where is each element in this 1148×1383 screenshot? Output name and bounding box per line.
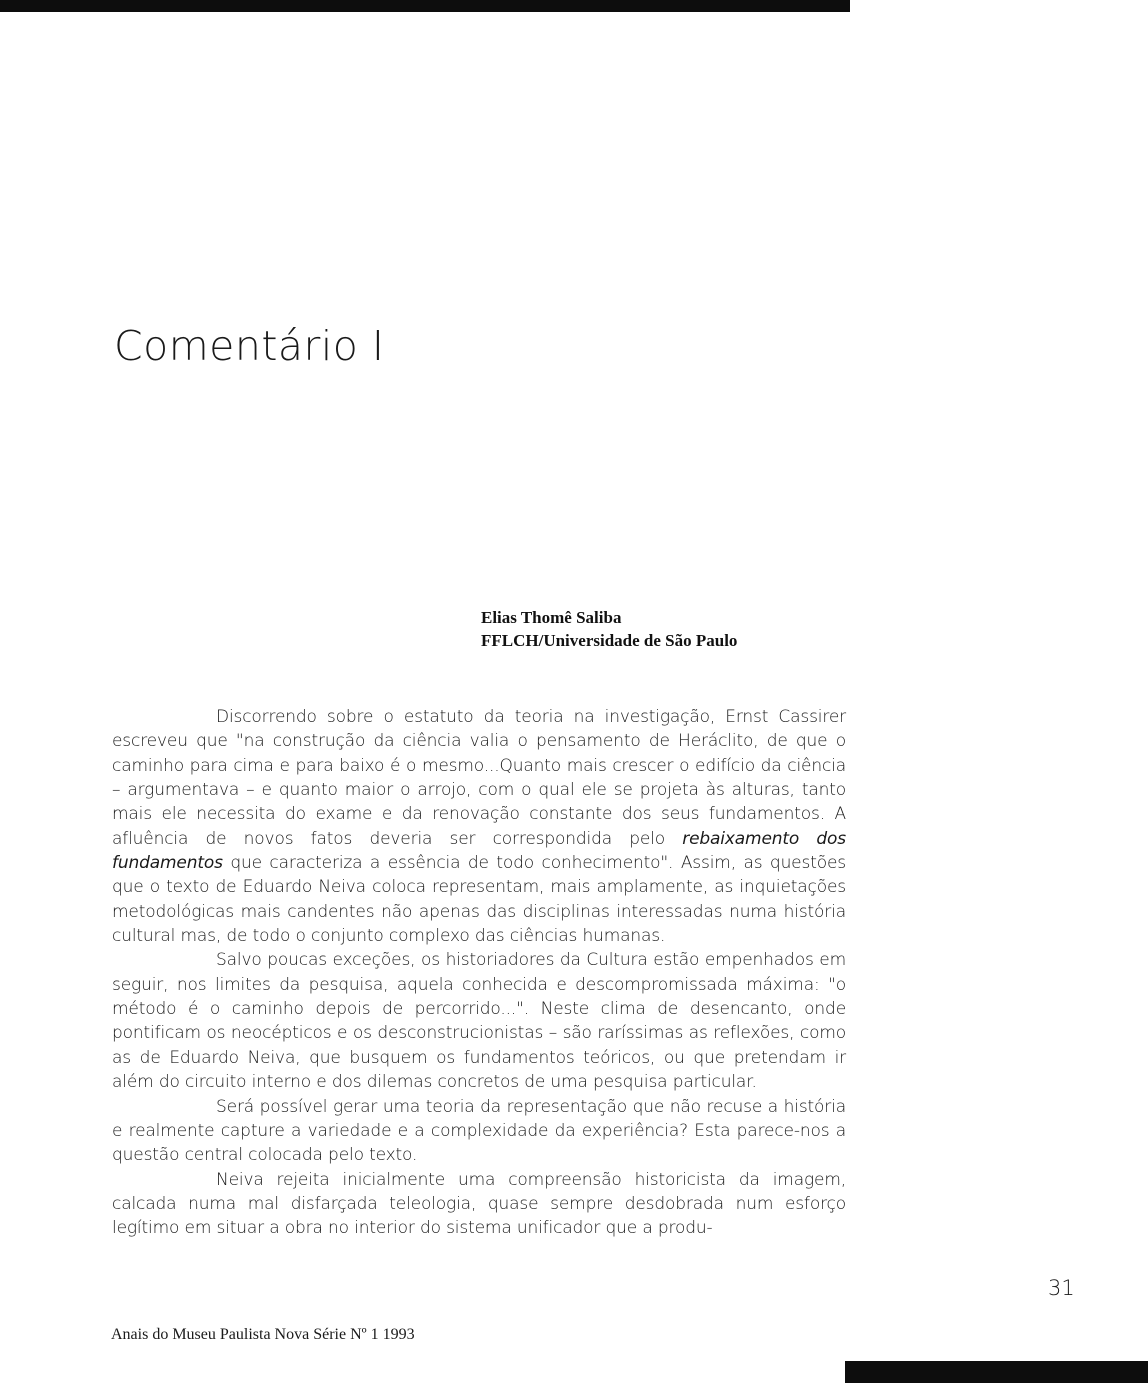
- author-block: [481, 606, 737, 652]
- paragraph-1-emphasis: rebaixamento dos fundamentos: [112, 828, 846, 874]
- top-scan-bar: [0, 0, 850, 12]
- paragraph-1-text-a: Discorrendo sobre o estatuto da teoria na investigação, Ernst Cassirer escreveu que "na construção da ciência valia o pensamento de Heráclito, de que o caminho para cima e para baixo é o mesmo...Quanto mais crescer o edifício da ciência – argumentava – e quanto maior o arrojo, com o qual ele se projeta às alturas, tanto mais ele necessita do exame e da renovação constante dos seus fundamentos. A afluência de novos fatos deveria ser correspondida pelo: [112, 707, 846, 849]
- paragraph-4: Neiva rejeita inicialmente uma compreensão historicista da imagem, calcada numa mal disfarçada teleologia, quase sempre desdobrada num esforço legítimo em situar a obra no interior do sistema unificador que a produ-: [112, 1169, 846, 1239]
- paragraph-2: Salvo poucas exceções, os historiadores da Cultura estão empenhados em seguir, nos limites da pesquisa, aquela conhecida e descompromissada máxima: "o método é o caminho depois de percorrido...". Neste clima de desencanto, onde pontificam os neocépticos e os desconstrucionistas – são raríssimas as reflexões, como as de Eduardo Neiva, que busquem os fundamentos teóricos, ou que pretendam ir além do circuito interno e dos dilemas concretos de uma pesquisa particular.: [112, 950, 846, 1093]
- bottom-scan-bar: [845, 1361, 1148, 1383]
- paragraph-3: Será possível gerar uma teoria da representação que não recuse a história e realmente capture a variedade e a complexidade da experiência? Esta parece-nos a questão central colocada pelo texto.: [112, 1096, 846, 1166]
- paragraph-1-text-b: que caracteriza a essência de todo conhecimento". Assim, as questões que o texto de Eduardo Neiva coloca representam, mais amplamente, as inquietações metodológicas mais candentes não apenas das disciplinas interessadas numa história cultural mas, de todo o conjunto complexo das ciências humanas.: [112, 853, 846, 947]
- article-body: [112, 705, 846, 1241]
- author-name: Elias Thomê Saliba: [481, 608, 622, 627]
- page-number: 31: [1048, 1276, 1075, 1300]
- author-affiliation: FFLCH/Universidade de São Paulo: [481, 631, 738, 650]
- paragraph-1: [112, 705, 846, 948]
- journal-footer: Anais do Museu Paulista Nova Série Nº 1 1993: [111, 1326, 415, 1343]
- page-title: Comentário I: [114, 322, 385, 370]
